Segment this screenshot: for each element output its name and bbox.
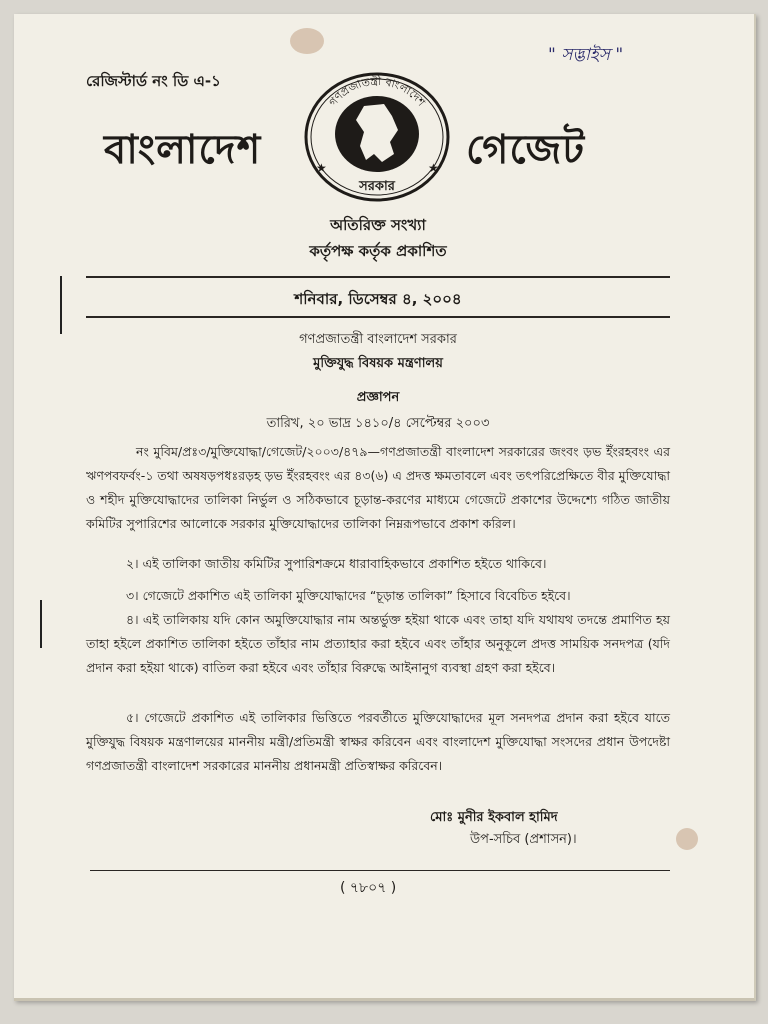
footer-divider [90, 870, 670, 871]
seal-top-text: গণপ্রজাতন্ত্রী বাংলাদেশ [326, 74, 428, 109]
masthead-right: গেজেট [466, 127, 586, 173]
binding-mark [40, 600, 42, 648]
svg-text:★: ★ [316, 161, 327, 175]
page-number: ( ৭৮০৭ ) [340, 880, 397, 896]
divider [86, 276, 670, 278]
paragraph-1: নং মুবিম/প্রঃ৩/মুক্তিযোদ্ধা/গেজেট/২০০৩/৪৭৯—গণপ্রজাতন্ত্রী বাংলাদেশ সরকারের জংবং ড়ভ ইঁংরহবংং এর ঋণপবফর্বং-১ তথা অষষড়পধঃরড়হ ড়ভ ইঁংরহবংং এর ৪৩(৬) এ প্রদত্ত ক্ষমতাবলে এবং তৎপরিপ্রেক্ষিতে বীর মুক্তিযোদ্ধা ও শহীদ মুক্তিযোদ্ধাদের তালিকা নির্ভুল ও সঠিকভাবে চূড়ান্ত-করণের মাধ্যমে গেজেটে প্রকাশের উদ্দেশ্যে গঠিত জাতীয় কমিটির সুপারিশের আলোকে সরকার মুক্তিযোদ্ধাদের তালিকা নিম্নরূপভাবে প্রকাশ করিল। [86, 444, 670, 531]
paragraph-3: ৩। গেজেটে প্রকাশিত এই তালিকা মুক্তিযোদ্ধাদের “চূড়ান্ত তালিকা” হিসাবে বিবেচিত হইবে। [126, 588, 571, 603]
binding-mark [60, 276, 62, 334]
edition-line-2: কর্তৃপক্ষ কর্তৃক প্রকাশিত [309, 242, 447, 260]
government-name: গণপ্রজাতন্ত্রী বাংলাদেশ সরকার [299, 332, 457, 347]
registration-number: রেজিস্টার্ড নং ডি এ-১ [86, 72, 221, 90]
paper-stain [290, 28, 324, 54]
svg-text:★: ★ [428, 161, 439, 175]
ministry-name: মুক্তিযুদ্ধ বিষয়ক মন্ত্রণালয় [313, 356, 443, 371]
masthead-left: বাংলাদেশ [104, 127, 262, 173]
seal-bottom-text: সরকার [359, 179, 395, 194]
handwritten-note: " সদ্ভাইস " [548, 45, 624, 65]
signatory-title: উপ-সচিব (প্রশাসন)। [470, 832, 577, 847]
issue-date: শনিবার, ডিসেম্বর ৪, ২০০৪ [294, 290, 462, 308]
paper-stain [676, 828, 698, 850]
paragraph-5: ৫। গেজেটে প্রকাশিত এই তালিকার ভিত্তিতে পরবর্তীতে মুক্তিযোদ্ধাদের মূল সনদপত্র প্রদান করা হইবে যাতে মুক্তিযুদ্ধ বিষয়ক মন্ত্রণালয়ের মাননীয় মন্ত্রী/প্রতিমন্ত্রী স্বাক্ষর করিবেন এবং বাংলাদেশ মুক্তিযোদ্ধা সংসদের প্রধান উপদেষ্টা গণপ্রজাতন্ত্রী বাংলাদেশ সরকারের মাননীয় প্রধানমন্ত্রী প্রতিস্বাক্ষর করিবেন। [86, 710, 670, 773]
government-seal-icon [302, 70, 452, 205]
divider [86, 316, 670, 318]
edition-line-1: অতিরিক্ত সংখ্যা [330, 216, 426, 234]
paragraph-2: ২। এই তালিকা জাতীয় কমিটির সুপারিশক্রমে ধারাবাহিকভাবে প্রকাশিত হইতে থাকিবে। [126, 556, 547, 571]
notice-date: তারিখ, ২০ ভাদ্র ১৪১০/৪ সেপ্টেম্বর ২০০৩ [266, 416, 490, 431]
paragraph-4: ৪। এই তালিকায় যদি কোন অমুক্তিযোদ্ধার নাম অন্তর্ভুক্ত হইয়া থাকে এবং তাহা যদি যথাযথ তদন্তে প্রমাণিত হয় তাহা হইলে প্রকাশিত তালিকা হইতে তাঁহার নাম প্রত্যাহার করা হইবে এবং তাঁহার অনুকূলে প্রদত্ত সাময়িক সনদপত্র (যদি প্রদান করা হইয়া থাকে) বাতিল করা হইবে এবং তাঁহার বিরুদ্ধে আইনানুগ ব্যবস্থা গ্রহণ করা হইবে। [86, 612, 670, 675]
notice-heading: প্রজ্ঞাপন [356, 390, 400, 405]
signatory-name: মোঃ মুনীর ইকবাল হামিদ [430, 810, 558, 825]
